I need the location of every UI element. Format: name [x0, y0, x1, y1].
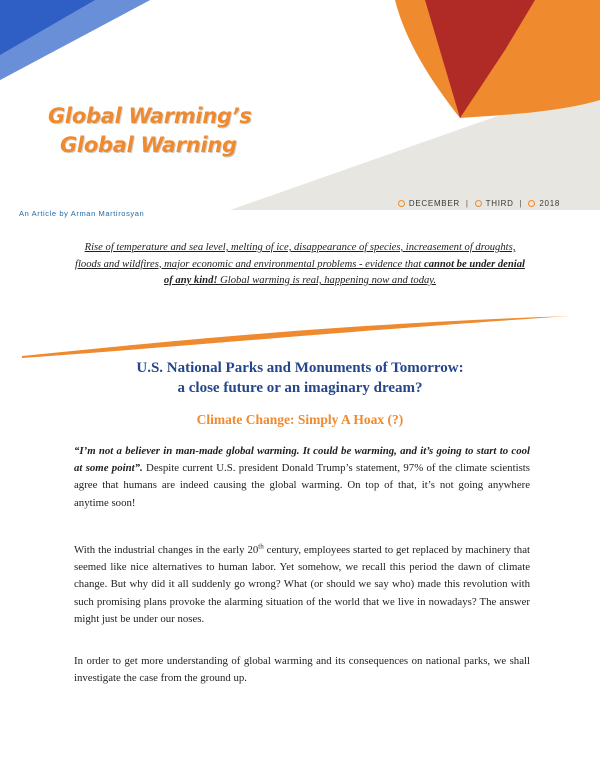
section-subheading: Climate Change: Simply A Hoax (?)	[196, 412, 404, 427]
circle-bullet-icon	[398, 200, 405, 207]
meta-year: 2018	[539, 199, 560, 208]
meta-month: DECEMBER	[408, 199, 460, 208]
section-heading	[0, 358, 600, 398]
meta-issue: THIRD	[485, 199, 514, 208]
byline: An Article by Arman Martirosyan	[19, 209, 145, 218]
superscript-th: th	[258, 542, 264, 551]
intro-bold-text: cannot be under denial of any kind!	[163, 258, 525, 286]
issue-meta: DECEMBER | THIRD | 2018	[398, 199, 560, 208]
circle-bullet-icon	[475, 200, 482, 207]
paragraph-2-text-1: With the industrial changes in the early 20	[74, 544, 259, 556]
circle-bullet-icon	[528, 200, 535, 207]
paragraph-1	[74, 443, 530, 512]
intro-summary	[74, 240, 526, 290]
article-title	[48, 102, 252, 160]
title-line-1: Global Warming’s	[48, 104, 252, 128]
heading-line-1: U.S. National Parks and Monuments of Tomorrow:	[136, 360, 464, 376]
intro-text-1: Rise of temperature and sea level, melting of ice, disappearance of species, increasement of droughts, floods and wildfires, major economic and environmental problems - evidence that	[75, 242, 516, 270]
trump-quote: “I’m not a believer in man-made global warming. It could be warming, and it’s going to start to cool at some point”.	[74, 445, 530, 475]
paragraph-3: In order to get more understanding of global warming and its consequences on national parks, we shall investigate the case from the ground up.	[74, 655, 530, 685]
intro-text-2: Global warming is real, happening now and today.	[217, 275, 437, 286]
paragraph-2	[74, 542, 530, 628]
paragraph-2-text-2: century, employees started to get replaced by machinery that seemed like nice alternatives to human labor. Yet somehow, we recall this period the dawn of climate change. But why did it all suddenly go wrong? What (or should we say who) made this revolution with such promising plans provoke the alarming situation of the world that we live in nowadays? The answer might just be under our noses.	[74, 544, 530, 625]
heading-line-2: a close future or an imaginary dream?	[177, 380, 423, 396]
title-line-2: Global Warning	[60, 133, 237, 157]
paragraph-1-text: Despite current U.S. president Donald Trump’s statement, 97% of the climate scientists agree that humans are indeed causing the global warming. On top of that, it’s not going anywhere anytime soon!	[74, 462, 530, 509]
